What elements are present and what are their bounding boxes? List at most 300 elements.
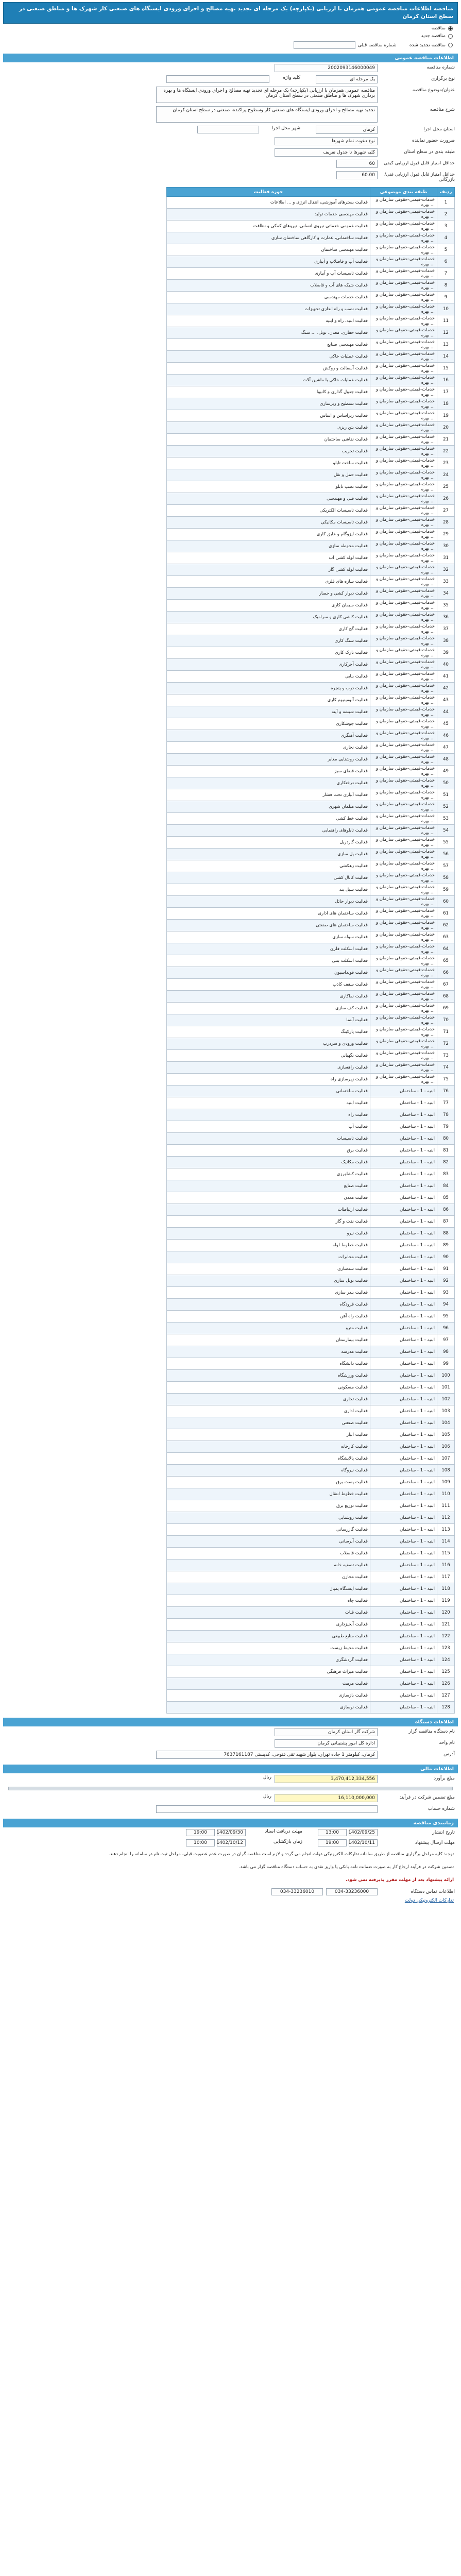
- tender-number-label: شماره مناقصه: [426, 65, 455, 71]
- area-cell: فعالیت ابنیه، راه و ابنیه: [167, 315, 370, 327]
- area-cell: فعالیت ساختمانی: [167, 1086, 370, 1097]
- class-cell: خدمات-قیمتی-حقوقی سازمان و ... بهره: [370, 931, 437, 943]
- score-tech-field[interactable]: 60.00: [336, 171, 378, 179]
- area-cell: فعالیت راه آهن: [167, 1311, 370, 1323]
- table-row: [167, 1631, 455, 1642]
- org-unit-field[interactable]: اداره کل امور پشتیبانی کرمان: [275, 1739, 378, 1748]
- pub-date: 1402/09/25: [349, 1829, 378, 1836]
- row-number-cell: 10: [437, 303, 455, 315]
- row-number-cell: 4: [437, 232, 455, 244]
- row-score-min: [3, 158, 458, 170]
- row-number-cell: 86: [437, 1204, 455, 1216]
- class-cell: ابنیه - 1 - ساختمان: [370, 1287, 437, 1299]
- area-cell: فعالیت قنات: [167, 1607, 370, 1619]
- class-cell: خدمات-قیمتی-حقوقی سازمان و ... بهره: [370, 209, 437, 221]
- row-number-cell: 67: [437, 979, 455, 991]
- area-cell: فعالیت مسکونی: [167, 1382, 370, 1394]
- table-row: [167, 1536, 455, 1548]
- area-cell: فعالیت جدول گذاری و کانیوا: [167, 386, 370, 398]
- class-cell: ابنیه - 1 - ساختمان: [370, 1571, 437, 1583]
- table-row: [167, 1275, 455, 1287]
- table-row: [167, 742, 455, 754]
- class-cell: خدمات-قیمتی-حقوقی سازمان و ... بهره: [370, 327, 437, 339]
- area-cell: فعالیت کاشی کاری و سرامیک: [167, 612, 370, 623]
- table-row: [167, 1145, 455, 1157]
- table-row: [167, 623, 455, 635]
- area-cell: فعالیت برق: [167, 1145, 370, 1157]
- row-number-cell: 77: [437, 1097, 455, 1109]
- row-account: [3, 1804, 458, 1815]
- row-number-cell: 32: [437, 564, 455, 576]
- row-number-cell: 73: [437, 1050, 455, 1062]
- row-number-cell: 7: [437, 268, 455, 280]
- area-cell: فعالیت حمل و نقل: [167, 469, 370, 481]
- row-number-cell: 57: [437, 860, 455, 872]
- class-cell: ابنیه - 1 - ساختمان: [370, 1133, 437, 1145]
- table-row: [167, 1524, 455, 1536]
- area-cell: فعالیت زیراساس و اساس: [167, 410, 370, 422]
- row-number-cell: 122: [437, 1631, 455, 1642]
- guarantee-field[interactable]: 16,110,000,000: [275, 1794, 378, 1802]
- table-row: [167, 1121, 455, 1133]
- table-row: [167, 1311, 455, 1323]
- table-row: [167, 600, 455, 612]
- class-cell: خدمات-قیمتی-حقوقی سازمان و ... بهره: [370, 860, 437, 872]
- row-number-cell: 72: [437, 1038, 455, 1050]
- table-row: [167, 256, 455, 268]
- area-cell: فعالیت حفاری، معدن، تونل، ... سنگ: [167, 327, 370, 339]
- table-row: [167, 1133, 455, 1145]
- class-cell: ابنیه - 1 - ساختمان: [370, 1702, 437, 1714]
- area-cell: فعالیت تونل سازی: [167, 1275, 370, 1287]
- area-cell: فعالیت توزیع برق: [167, 1500, 370, 1512]
- table-row: [167, 1287, 455, 1299]
- aff-field[interactable]: کلیه شهرها تا جدول تعریف: [275, 148, 378, 157]
- desc-label: شرح مناقصه: [430, 107, 455, 113]
- class-cell: خدمات-قیمتی-حقوقی سازمان و ... بهره: [370, 801, 437, 813]
- row-number-cell: 82: [437, 1157, 455, 1168]
- table-row: [167, 1583, 455, 1595]
- row-number-cell: 123: [437, 1642, 455, 1654]
- area-cell: فعالیت ارتباطات: [167, 1204, 370, 1216]
- class-cell: ابنیه - 1 - ساختمان: [370, 1488, 437, 1500]
- score-tech-label: حداقل امتیاز قابل قبول ارزیابی فنی/بازرگانی: [384, 172, 455, 183]
- table-row: [167, 967, 455, 979]
- row-number-cell: 14: [437, 351, 455, 363]
- tender-number-field[interactable]: 2002093146000049: [275, 64, 378, 72]
- row-number-cell: 78: [437, 1109, 455, 1121]
- row-number-cell: 17: [437, 386, 455, 398]
- row-number-cell: 43: [437, 694, 455, 706]
- class-cell: خدمات-قیمتی-حقوقی سازمان و ... بهره: [370, 576, 437, 588]
- table-row: [167, 1607, 455, 1619]
- row-number-cell: 24: [437, 469, 455, 481]
- row-number-cell: 29: [437, 529, 455, 540]
- row-number-cell: 25: [437, 481, 455, 493]
- class-cell: خدمات-قیمتی-حقوقی سازمان و ... بهره: [370, 920, 437, 931]
- class-cell: ابنیه - 1 - ساختمان: [370, 1311, 437, 1323]
- area-cell: فعالیت آجرکاری: [167, 659, 370, 671]
- estimate-field[interactable]: 3,470,412,334,556: [275, 1775, 378, 1783]
- class-cell: خدمات-قیمتی-حقوقی سازمان و ... بهره: [370, 363, 437, 375]
- area-cell: فعالیت سیل بند: [167, 884, 370, 896]
- estimate-unit: ریال: [263, 1775, 271, 1781]
- table-row: [167, 1595, 455, 1607]
- row-number-cell: 96: [437, 1323, 455, 1334]
- tender-type-label: مناقصه تجدید شده: [409, 42, 446, 48]
- row-number-cell: 2: [437, 209, 455, 221]
- area-cell: فعالیت درختکاری: [167, 777, 370, 789]
- area-cell: فعالیت نصب تابلو: [167, 481, 370, 493]
- class-cell: ابنیه - 1 - ساختمان: [370, 1358, 437, 1370]
- area-cell: فعالیت مخازن: [167, 1571, 370, 1583]
- area-cell: فعالیت خط کشی: [167, 813, 370, 825]
- area-cell: فعالیت فاضلاب: [167, 1548, 370, 1560]
- table-row: [167, 1500, 455, 1512]
- table-row: [167, 837, 455, 849]
- class-cell: خدمات-قیمتی-حقوقی سازمان و ... بهره: [370, 943, 437, 955]
- area-cell: فعالیت سیمان کاری: [167, 600, 370, 612]
- row-number-cell: 45: [437, 718, 455, 730]
- class-cell: ابنیه - 1 - ساختمان: [370, 1394, 437, 1405]
- table-row: [167, 481, 455, 493]
- class-cell: ابنیه - 1 - ساختمان: [370, 1465, 437, 1477]
- row-number-cell: 126: [437, 1678, 455, 1690]
- class-cell: خدمات-قیمتی-حقوقی سازمان و ... بهره: [370, 221, 437, 232]
- row-number-cell: 125: [437, 1666, 455, 1678]
- class-cell: خدمات-قیمتی-حقوقی سازمان و ... بهره: [370, 446, 437, 457]
- class-cell: خدمات-قیمتی-حقوقی سازمان و ... بهره: [370, 505, 437, 517]
- class-cell: ابنیه - 1 - ساختمان: [370, 1299, 437, 1311]
- table-row: [167, 1216, 455, 1228]
- row-number-cell: 116: [437, 1560, 455, 1571]
- tender-type-option-0[interactable]: [3, 24, 458, 31]
- class-cell: ابنیه - 1 - ساختمان: [370, 1654, 437, 1666]
- contact-label: اطلاعات تماس دستگاه: [411, 1889, 455, 1894]
- row-number-cell: 114: [437, 1536, 455, 1548]
- table-row: [167, 801, 455, 813]
- org-addr-field[interactable]: کرمان، کیلومتر 1 جاده تهران، بلوار شهید تقی فتوحی، کدپستی 7637161187: [156, 1751, 378, 1759]
- row-number-cell: 50: [437, 777, 455, 789]
- row-aff: [3, 147, 458, 158]
- area-cell: فعالیت گچ کاری: [167, 623, 370, 635]
- score-min-field[interactable]: 60: [336, 160, 378, 168]
- area-cell: فعالیت تصفیه خانه: [167, 1560, 370, 1571]
- class-cell: خدمات-قیمتی-حقوقی سازمان و ... بهره: [370, 292, 437, 303]
- row-subject: [3, 85, 458, 105]
- row-number-cell: 74: [437, 1062, 455, 1074]
- type-field[interactable]: یک مرحله ای: [316, 75, 378, 83]
- area-cell: فعالیت راه: [167, 1109, 370, 1121]
- class-cell: خدمات-قیمتی-حقوقی سازمان و ... بهره: [370, 612, 437, 623]
- row-number-cell: 49: [437, 766, 455, 777]
- col-class-header: طبقه بندی موضوعی: [370, 188, 437, 197]
- class-cell: ابنیه - 1 - ساختمان: [370, 1204, 437, 1216]
- class-cell: خدمات-قیمتی-حقوقی سازمان و ... بهره: [370, 339, 437, 351]
- table-row: [167, 1429, 455, 1441]
- submit-time: 19:00: [318, 1839, 347, 1846]
- table-row: [167, 1465, 455, 1477]
- row-dates-2: [3, 1838, 458, 1848]
- table-row: [167, 754, 455, 766]
- row-number-cell: 118: [437, 1583, 455, 1595]
- table-row: [167, 1086, 455, 1097]
- table-row: [167, 1003, 455, 1014]
- table-row: [167, 896, 455, 908]
- row-number-cell: 30: [437, 540, 455, 552]
- area-cell: فعالیت نیروگاه: [167, 1465, 370, 1477]
- area-cell: فعالیت ورودی و سردرب: [167, 1038, 370, 1050]
- area-cell: فعالیت تاسیسات: [167, 1133, 370, 1145]
- table-row: [167, 1062, 455, 1074]
- table-row: [167, 683, 455, 694]
- radio-icon[interactable]: [448, 43, 453, 47]
- row-type: [3, 74, 458, 85]
- row-number-cell: 127: [437, 1690, 455, 1702]
- class-cell: ابنیه - 1 - ساختمان: [370, 1441, 437, 1453]
- row-number-cell: 1: [437, 197, 455, 209]
- area-cell: فعالیت عملیات خاکی با ماشین آلات: [167, 375, 370, 386]
- class-cell: خدمات-قیمتی-حقوقی سازمان و ... بهره: [370, 623, 437, 635]
- estimate-label: مبلغ برآورد: [434, 1776, 455, 1782]
- prev-number-field[interactable]: [294, 41, 355, 49]
- row-number-cell: 20: [437, 422, 455, 434]
- radio-icon[interactable]: [448, 34, 453, 39]
- table-row: [167, 1666, 455, 1678]
- area-cell: فعالیت مکانیک: [167, 1157, 370, 1168]
- table-row: [167, 955, 455, 967]
- table-row: [167, 860, 455, 872]
- area-cell: فعالیت نیرو: [167, 1228, 370, 1240]
- doc-deadline-label: مهلت دریافت اسناد: [265, 1829, 302, 1835]
- row-number-cell: 64: [437, 943, 455, 955]
- fax-value: 034-33236010: [271, 1888, 323, 1895]
- row-number-cell: 23: [437, 457, 455, 469]
- row-number-cell: 102: [437, 1394, 455, 1405]
- area-cell: فعالیت نماکاری: [167, 991, 370, 1003]
- class-cell: خدمات-قیمتی-حقوقی سازمان و ... بهره: [370, 410, 437, 422]
- row-number-cell: 93: [437, 1287, 455, 1299]
- city-field[interactable]: [197, 126, 259, 133]
- row-number-cell: 109: [437, 1477, 455, 1488]
- tender-type-option-1[interactable]: [3, 31, 458, 39]
- row-number-cell: 88: [437, 1228, 455, 1240]
- area-cell: فعالیت ایزوگام و عایق کاری: [167, 529, 370, 540]
- table-row: [167, 1204, 455, 1216]
- area-cell: فعالیت درب و پنجره: [167, 683, 370, 694]
- area-cell: فعالیت گازرسانی: [167, 1524, 370, 1536]
- class-cell: ابنیه - 1 - ساختمان: [370, 1429, 437, 1441]
- class-cell: ابنیه - 1 - ساختمان: [370, 1251, 437, 1263]
- table-row: [167, 1512, 455, 1524]
- area-cell: فعالیت مهندسی خدمات تولید: [167, 209, 370, 221]
- geo-field[interactable]: نوع دعوت تمام شهرها: [275, 137, 378, 145]
- area-cell: فعالیت فونداسیون: [167, 967, 370, 979]
- table-row: [167, 327, 455, 339]
- class-cell: خدمات-قیمتی-حقوقی سازمان و ... بهره: [370, 493, 437, 505]
- area-cell: فعالیت آلومینیوم کاری: [167, 694, 370, 706]
- class-cell: ابنیه - 1 - ساختمان: [370, 1086, 437, 1097]
- table-row: [167, 1299, 455, 1311]
- area-cell: فعالیت روشنایی: [167, 1512, 370, 1524]
- account-field[interactable]: [156, 1805, 378, 1813]
- table-row: [167, 1488, 455, 1500]
- row-number-cell: 31: [437, 552, 455, 564]
- row-number-cell: 91: [437, 1263, 455, 1275]
- aff-label: طبقه بندی در سطح استان: [404, 149, 455, 155]
- area-cell: فعالیت مرمت: [167, 1678, 370, 1690]
- note-2: تضمین شرکت در فرآیند ارجاع کار به صورت ضمانت نامه بانکی یا واریز نقدی به حساب دستگاه مناقصه گزار می باشد.: [238, 1865, 454, 1870]
- table-row: [167, 1157, 455, 1168]
- area-cell: فعالیت صنعتی: [167, 1417, 370, 1429]
- class-cell: ابنیه - 1 - ساختمان: [370, 1121, 437, 1133]
- table-row: [167, 386, 455, 398]
- area-cell: فعالیت ساخت تابلو: [167, 457, 370, 469]
- class-cell: خدمات-قیمتی-حقوقی سازمان و ... بهره: [370, 588, 437, 600]
- row-number-cell: 81: [437, 1145, 455, 1157]
- province-field[interactable]: کرمان: [316, 126, 378, 134]
- class-cell: خدمات-قیمتی-حقوقی سازمان و ... بهره: [370, 955, 437, 967]
- row-number-cell: 11: [437, 315, 455, 327]
- area-cell: فعالیت آب: [167, 1121, 370, 1133]
- row-number-cell: 13: [437, 339, 455, 351]
- org-addr-label: آدرس: [443, 1752, 455, 1757]
- guarantee-unit: ریال: [263, 1794, 271, 1800]
- class-cell: ابنیه - 1 - ساختمان: [370, 1216, 437, 1228]
- class-cell: ابنیه - 1 - ساختمان: [370, 1548, 437, 1560]
- row-contact: [3, 1887, 458, 1897]
- row-number-cell: 103: [437, 1405, 455, 1417]
- pub-time: 13:00: [318, 1829, 347, 1836]
- class-cell: خدمات-قیمتی-حقوقی سازمان و ... بهره: [370, 303, 437, 315]
- class-cell: خدمات-قیمتی-حقوقی سازمان و ... بهره: [370, 718, 437, 730]
- class-cell: خدمات-قیمتی-حقوقی سازمان و ... بهره: [370, 434, 437, 446]
- table-row: [167, 884, 455, 896]
- section-org-header: اطلاعات دستگاه: [3, 1718, 458, 1726]
- table-row: [167, 244, 455, 256]
- row-number-cell: 89: [437, 1240, 455, 1251]
- area-cell: فعالیت معدن: [167, 1192, 370, 1204]
- radio-icon[interactable]: [448, 26, 453, 31]
- divider: [8, 1787, 453, 1790]
- class-cell: خدمات-قیمتی-حقوقی سازمان و ... بهره: [370, 789, 437, 801]
- row-number-cell: 99: [437, 1358, 455, 1370]
- class-cell: خدمات-قیمتی-حقوقی سازمان و ... بهره: [370, 386, 437, 398]
- area-cell: فعالیت سازه های فلزی: [167, 576, 370, 588]
- tender-type-option-2[interactable]: [3, 39, 458, 49]
- table-row: [167, 1678, 455, 1690]
- area-cell: فعالیت تجاری: [167, 1394, 370, 1405]
- row-number-cell: 21: [437, 434, 455, 446]
- row-number-cell: 108: [437, 1465, 455, 1477]
- class-cell: خدمات-قیمتی-حقوقی سازمان و ... بهره: [370, 1074, 437, 1086]
- table-row: [167, 292, 455, 303]
- site-link[interactable]: تدارکات الکترونیکی دولت: [404, 1897, 454, 1903]
- row-number-cell: 124: [437, 1654, 455, 1666]
- table-row: [167, 1168, 455, 1180]
- area-cell: فعالیت خدمات مهندسی: [167, 292, 370, 303]
- table-row: [167, 1240, 455, 1251]
- class-cell: خدمات-قیمتی-حقوقی سازمان و ... بهره: [370, 351, 437, 363]
- table-row: [167, 718, 455, 730]
- row-number-cell: 119: [437, 1595, 455, 1607]
- row-dates-1: [3, 1827, 458, 1838]
- class-cell: خدمات-قیمتی-حقوقی سازمان و ... بهره: [370, 1026, 437, 1038]
- class-cell: خدمات-قیمتی-حقوقی سازمان و ... بهره: [370, 232, 437, 244]
- row-number-cell: 80: [437, 1133, 455, 1145]
- row-number-cell: 69: [437, 1003, 455, 1014]
- class-cell: خدمات-قیمتی-حقوقی سازمان و ... بهره: [370, 564, 437, 576]
- row-number-cell: 128: [437, 1702, 455, 1714]
- area-cell: فعالیت سدسازی: [167, 1263, 370, 1275]
- tender-type-label: مناقصه جدید: [421, 33, 446, 39]
- table-row: [167, 730, 455, 742]
- class-cell: ابنیه - 1 - ساختمان: [370, 1263, 437, 1275]
- row-number-cell: 37: [437, 623, 455, 635]
- class-cell: خدمات-قیمتی-حقوقی سازمان و ... بهره: [370, 896, 437, 908]
- table-row: [167, 849, 455, 860]
- class-cell: خدمات-قیمتی-حقوقی سازمان و ... بهره: [370, 1038, 437, 1050]
- class-cell: ابنیه - 1 - ساختمان: [370, 1512, 437, 1524]
- tender-type-label: مناقصه: [431, 26, 446, 31]
- area-cell: فعالیت زهکشی: [167, 860, 370, 872]
- table-row: [167, 612, 455, 623]
- row-number-cell: 98: [437, 1346, 455, 1358]
- area-cell: فعالیت نفت و گاز: [167, 1216, 370, 1228]
- table-row: [167, 209, 455, 221]
- class-cell: خدمات-قیمتی-حقوقی سازمان و ... بهره: [370, 872, 437, 884]
- class-cell: خدمات-قیمتی-حقوقی سازمان و ... بهره: [370, 706, 437, 718]
- org-name-field[interactable]: شرکت گاز استان کرمان: [275, 1728, 378, 1736]
- row-number-cell: 16: [437, 375, 455, 386]
- class-cell: خدمات-قیمتی-حقوقی سازمان و ... بهره: [370, 398, 437, 410]
- area-cell: فعالیت تاسیسات الکتریکی: [167, 505, 370, 517]
- area-cell: فعالیت میراث فرهنگی: [167, 1666, 370, 1678]
- class-cell: خدمات-قیمتی-حقوقی سازمان و ... بهره: [370, 754, 437, 766]
- class-cell: خدمات-قیمتی-حقوقی سازمان و ... بهره: [370, 671, 437, 683]
- desc-field[interactable]: تجدید تهیه مصالح و اجرای ورودی ایستگاه های صنعتی کار وسطوح پراکنده، صنعتی در سطح استان کرمان: [156, 106, 378, 123]
- area-cell: فعالیت منابع طبیعی: [167, 1631, 370, 1642]
- class-cell: خدمات-قیمتی-حقوقی سازمان و ... بهره: [370, 730, 437, 742]
- table-row: [167, 1263, 455, 1275]
- table-row: [167, 1370, 455, 1382]
- class-cell: ابنیه - 1 - ساختمان: [370, 1678, 437, 1690]
- table-row: [167, 398, 455, 410]
- table-row: [167, 979, 455, 991]
- area-cell: فعالیت خطوط لوله: [167, 1240, 370, 1251]
- table-row: [167, 457, 455, 469]
- keyword-field[interactable]: [166, 75, 269, 83]
- row-number-cell: 106: [437, 1441, 455, 1453]
- area-cell: فعالیت بسترهای آموزشی، انتقال انرژی و ... اطلاعات: [167, 197, 370, 209]
- note-1: توجه: کلیه مراحل برگزاری مناقصه از طریق سامانه تدارکات الکترونیکی دولت انجام می گردد و لازم است مناقصه گران در صورت عدم عضویت قبلی، مراحل ثبت نام در سامانه را انجام دهند.: [108, 1852, 454, 1857]
- class-cell: خدمات-قیمتی-حقوقی سازمان و ... بهره: [370, 1062, 437, 1074]
- subject-field[interactable]: مناقصه عمومی همزمان با ارزیابی (یکپارچه) یک مرحله ای تجدید تهیه مصالح و اجرای ورودی ایستگاه ها و بهره برداری شهرک ها و مناطق صنعتی در سطح استان کرمان: [156, 87, 378, 103]
- table-row: [167, 694, 455, 706]
- table-row: [167, 635, 455, 647]
- area-cell: فعالیت اداری: [167, 1405, 370, 1417]
- tender-title: مناقصه اطلاعات مناقصه عمومی همزمان با ارزیابی (یکپارچه) یک مرحله ای تجدید تهیه مصالح و اجرای ورودی ایستگاه های صنعتی کار شهرک ها و مناطق صنعتی در سطح استان کرمان: [3, 2, 458, 24]
- area-cell: فعالیت نوسازی: [167, 1702, 370, 1714]
- area-cell: فعالیت مهندسی صنایع: [167, 339, 370, 351]
- row-tender-number: [3, 62, 458, 74]
- row-number-cell: 6: [437, 256, 455, 268]
- class-cell: ابنیه - 1 - ساختمان: [370, 1524, 437, 1536]
- row-number-cell: 83: [437, 1168, 455, 1180]
- area-cell: فعالیت کارخانه: [167, 1441, 370, 1453]
- area-cell: فعالیت سوله سازی: [167, 931, 370, 943]
- table-row: [167, 517, 455, 529]
